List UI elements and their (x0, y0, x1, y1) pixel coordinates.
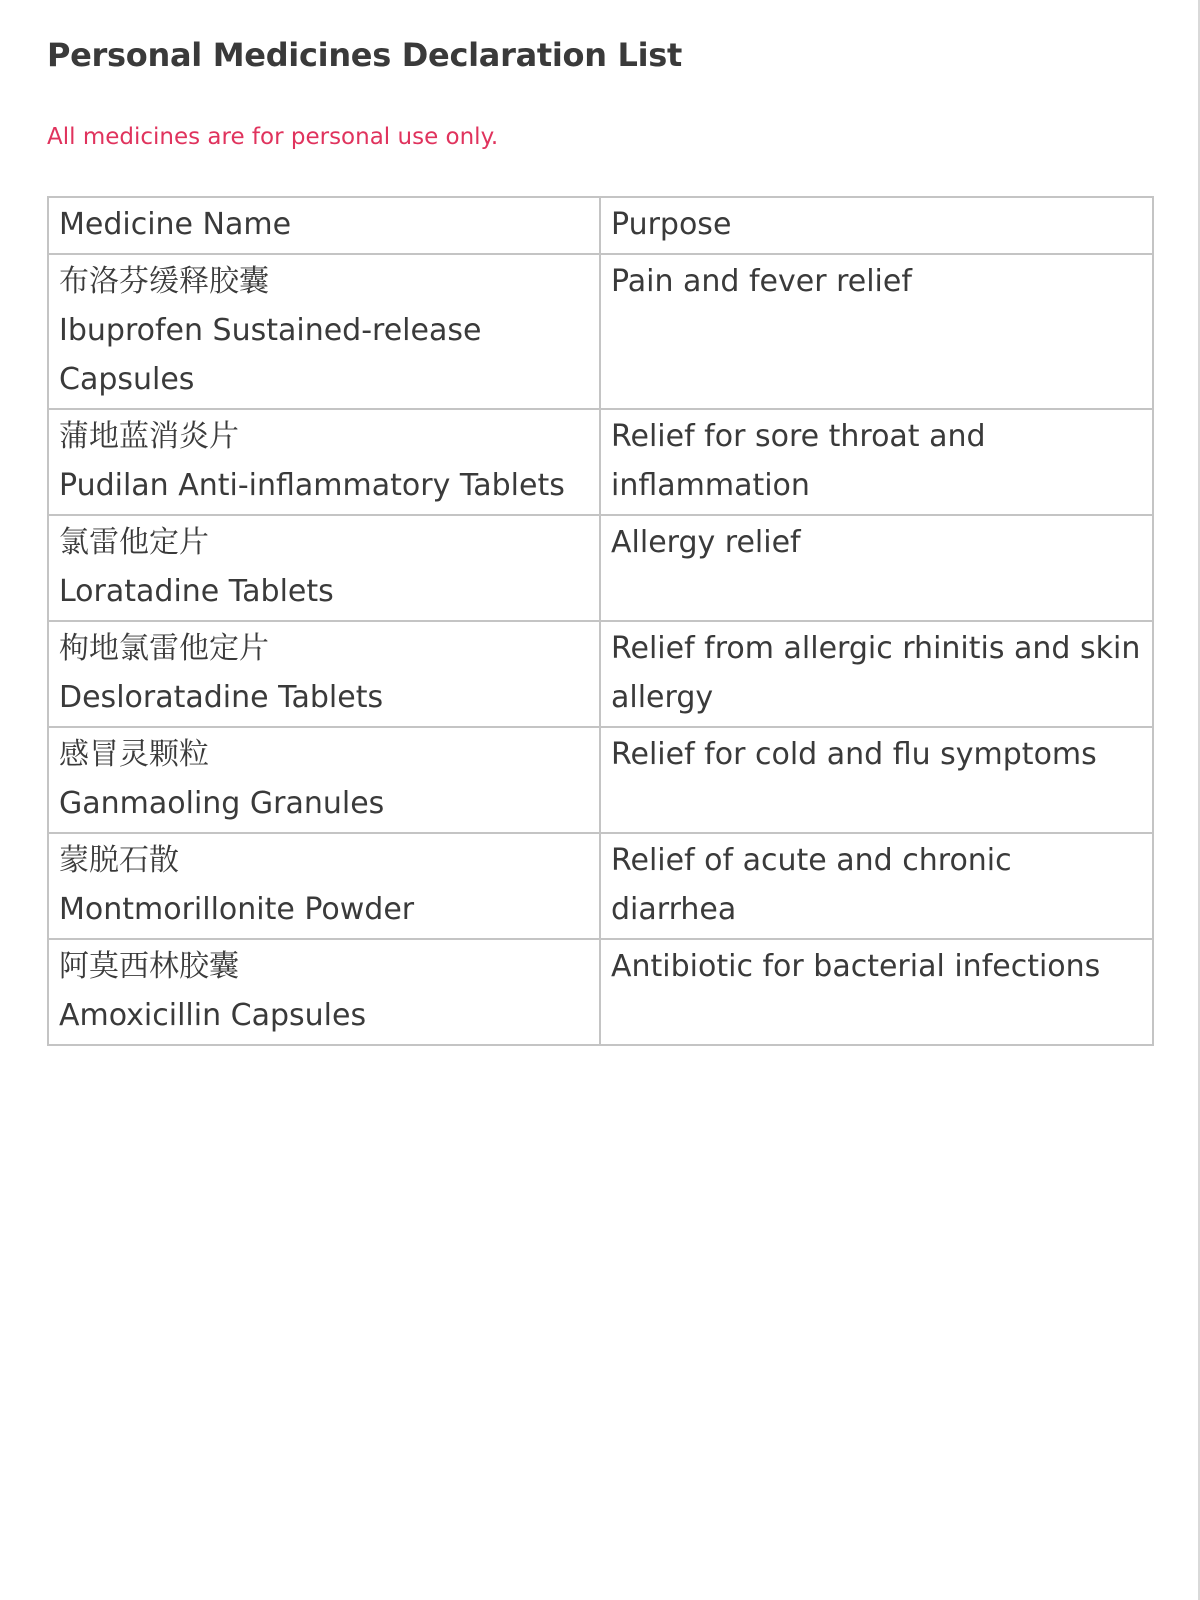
medicine-name-en: Ibuprofen Sustained-release (59, 313, 482, 348)
medicine-name-cn: 氯雷他定片 (59, 525, 209, 560)
medicine-name-cn: 布洛芬缓释胶囊 (59, 264, 269, 299)
table-row (48, 621, 1153, 727)
medicine-name-cn: 蒲地蓝消炎片 (59, 419, 239, 454)
purpose-cell (600, 409, 1153, 515)
purpose-text: Relief of acute and chronic diarrhea (611, 843, 1012, 927)
table-header-row (48, 197, 1153, 254)
medicine-name-cn: 蒙脱石散 (59, 843, 179, 878)
purpose-text: Allergy relief (611, 525, 801, 560)
purpose-text: Relief for cold and flu symptoms (611, 737, 1097, 772)
medicine-name-cell (48, 727, 600, 833)
medicine-name-en: Amoxicillin Capsules (59, 998, 367, 1033)
medicine-name-en: Desloratadine Tablets (59, 680, 384, 715)
medicine-name-cn: 枸地氯雷他定片 (59, 631, 269, 666)
table-row (48, 833, 1153, 939)
header-medicine-name: Medicine Name (48, 197, 600, 254)
purpose-cell (600, 833, 1153, 939)
purpose-text: Pain and fever relief (611, 264, 912, 299)
medicine-name-en: Montmorillonite Powder (59, 892, 415, 927)
purpose-text: Relief for sore throat and inflammation (611, 419, 986, 503)
medicine-name-cn: 感冒灵颗粒 (59, 737, 209, 772)
medicine-name-cell (48, 515, 600, 621)
personal-use-note: All medicines are for personal use only. (47, 124, 499, 150)
purpose-text: Antibiotic for bacterial infections (611, 949, 1101, 984)
purpose-cell (600, 515, 1153, 621)
medicines-table (47, 196, 1154, 1046)
table-row (48, 515, 1153, 621)
medicine-name-en: Ganmaoling Granules (59, 786, 385, 821)
medicine-name-cell (48, 939, 600, 1045)
purpose-cell (600, 727, 1153, 833)
medicine-name-cn: 阿莫西林胶囊 (59, 949, 239, 984)
header-purpose: Purpose (600, 197, 1153, 254)
table-row (48, 939, 1153, 1045)
page-title: Personal Medicines Declaration List (47, 36, 683, 74)
table-row (48, 254, 1153, 409)
table-row (48, 409, 1153, 515)
medicine-name-cell (48, 254, 600, 409)
medicine-name-cell (48, 409, 600, 515)
medicine-name-en: Capsules (59, 362, 195, 397)
purpose-cell (600, 939, 1153, 1045)
purpose-cell (600, 254, 1153, 409)
purpose-cell (600, 621, 1153, 727)
medicine-name-cell (48, 833, 600, 939)
medicine-name-en: Pudilan Anti-inflammatory Tablets (59, 468, 565, 503)
medicine-name-en: Loratadine Tablets (59, 574, 334, 609)
purpose-text: Relief from allergic rhinitis and skin allergy (611, 631, 1141, 715)
table-row (48, 727, 1153, 833)
medicine-name-cell (48, 621, 600, 727)
